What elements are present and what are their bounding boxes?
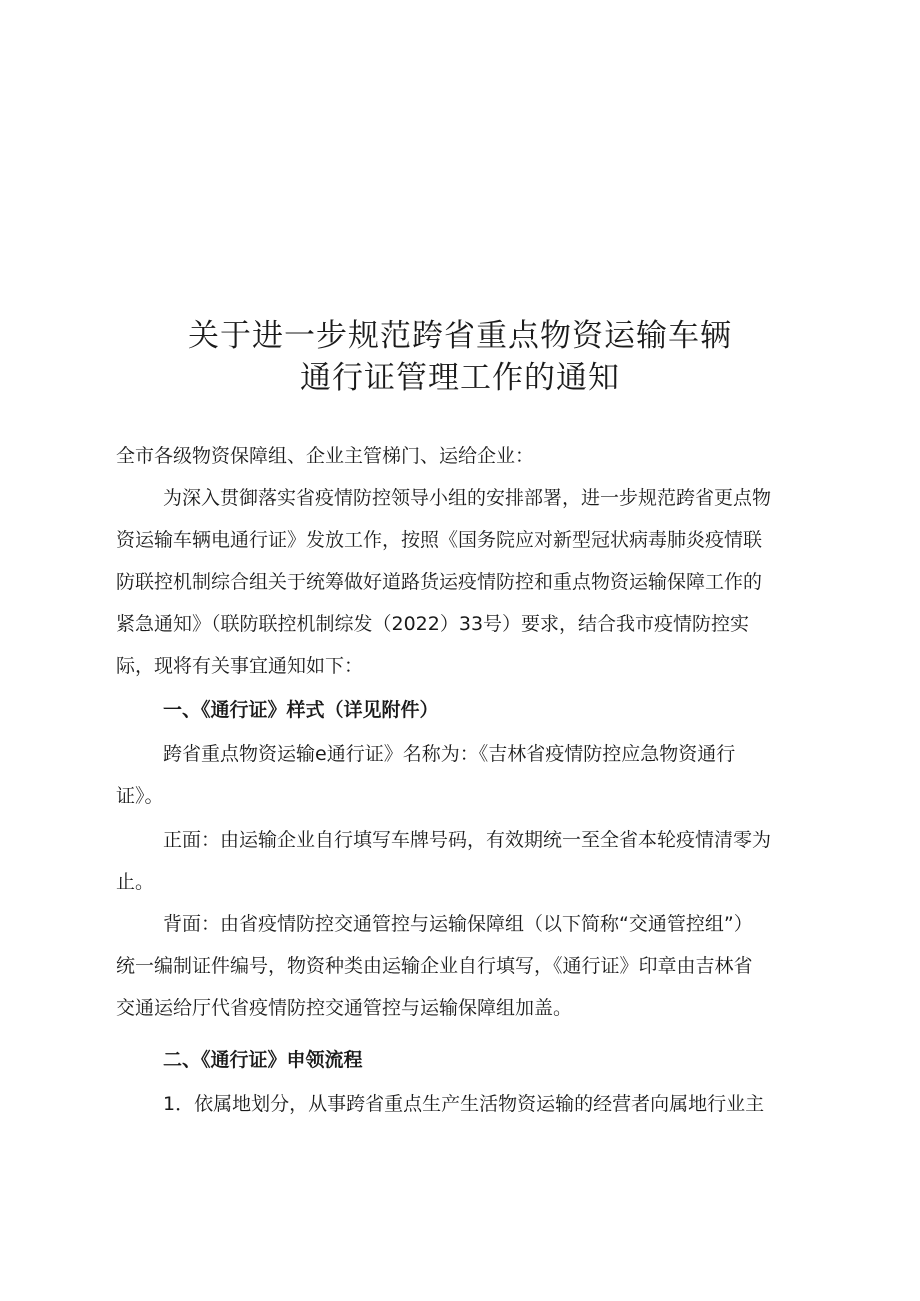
paragraph-1-line-5: 际，现将有关事宜通知如下： xyxy=(116,655,364,677)
paragraph-2-line-2: 证》。 xyxy=(116,785,164,807)
paragraph-1-line-4: 紧急通知》（联防联控机制综发（2022）33号）要求，结合我市疫情防控实 xyxy=(116,613,750,635)
section-2-heading: 二、《通行证》申领流程 xyxy=(163,1049,363,1071)
paragraph-3-line-1: 正面：由运输企业自行填写车牌号码，有效期统一至全省本轮疫情清零为 xyxy=(163,829,772,851)
paragraph-1-line-3: 防联控机制综合组关于统筹做好道路货运疫情防控和重点物资运输保障工作的 xyxy=(116,571,763,593)
paragraph-1-line-2: 资运输车辆电通行证》发放工作，按照《国务院应对新型冠状病毒肺炎疫情联 xyxy=(116,529,763,551)
paragraph-2-line-1: 跨省重点物资运输e通行证》名称为：《吉林省疫情防控应急物资通行 xyxy=(163,743,736,765)
paragraph-5-line-1: 1．依属地划分，从事跨省重点生产生活物资运输的经营者向属地行业主 xyxy=(163,1093,765,1115)
paragraph-3-line-2: 止。 xyxy=(116,871,155,893)
section-1-heading: 一、《通行证》样式（详见附件） xyxy=(163,699,439,721)
paragraph-4-line-1: 背面：由省疫情防控交通管控与运输保障组（以下简称“交通管控组”） xyxy=(163,913,753,935)
document-title-line-1: 关于进一步规范跨省重点物资运输车辆 xyxy=(188,318,732,354)
salutation: 全市各级物资保障组、企业主管梯门、运给企业： xyxy=(116,445,535,467)
paragraph-4-line-3: 交通运给厅代省疫情防控交通管控与运输保障组加盖。 xyxy=(116,997,573,1019)
document-title-line-2: 通行证管理工作的通知 xyxy=(300,360,620,396)
paragraph-4-line-2: 统一编制证件编号，物资种类由运输企业自行填写，《通行证》印章由吉林省 xyxy=(116,955,753,977)
paragraph-1-line-1: 为深入贯御落实省疫情防控领导小组的安排部署，进一步规范跨省更点物 xyxy=(163,487,772,509)
